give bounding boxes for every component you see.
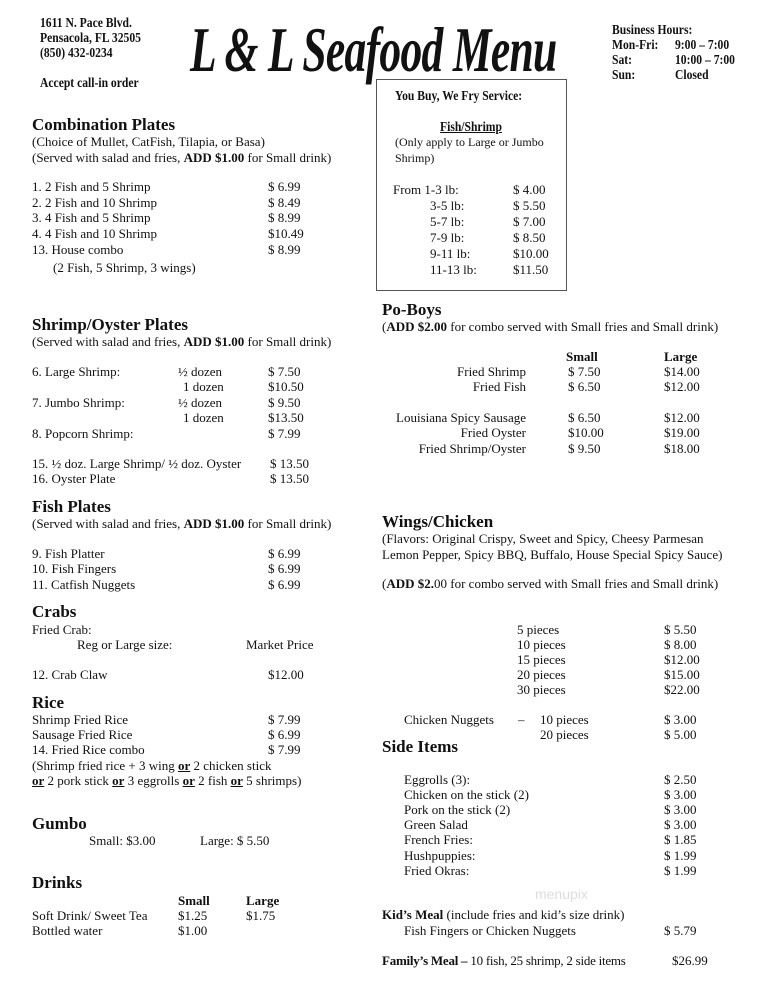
- note-text: 00 for combo served with Small fries and Small drink): [434, 576, 719, 591]
- combo-price: $ 6.99: [268, 179, 301, 194]
- fry-weight: 5-7 lb:: [430, 214, 465, 229]
- drink-large-price: $1.75: [246, 908, 276, 923]
- wing-pieces: 10 pieces: [517, 637, 566, 652]
- poboy-item: Fried Shrimp: [457, 364, 526, 379]
- combo-item: 4. 4 Fish and 10 Shrimp: [32, 226, 157, 241]
- rice-price: $ 6.99: [268, 727, 301, 742]
- section-title-wings: Wings/Chicken: [382, 512, 494, 531]
- section-title-drinks: Drinks: [32, 873, 83, 892]
- side-price: $ 1.99: [664, 863, 697, 878]
- poboy-small-price: $ 7.50: [568, 364, 601, 379]
- call-in-note: Accept call-in order: [40, 75, 139, 90]
- section-title-poboys: Po-Boys: [382, 300, 442, 319]
- fry-price: $ 7.00: [513, 214, 546, 229]
- wing-pieces: 15 pieces: [517, 652, 566, 667]
- section-title-shrimp: Shrimp/Oyster Plates: [32, 315, 188, 334]
- side-price: $ 3.00: [664, 817, 697, 832]
- note-text: for Small drink): [244, 516, 332, 531]
- wing-price: $15.00: [664, 667, 700, 682]
- phone: (850) 432-0234: [40, 45, 113, 60]
- side-price: $ 3.00: [664, 787, 697, 802]
- drinks-col-small: Small: [178, 893, 210, 908]
- hours-time: 10:00 – 7:00: [675, 52, 735, 67]
- rice-price: $ 7.99: [268, 712, 301, 727]
- fish-price: $ 6.99: [268, 561, 301, 576]
- side-item: Green Salad: [404, 817, 468, 832]
- note-text: (Served with salad and fries,: [32, 516, 184, 531]
- fry-weight: 9-11 lb:: [430, 246, 471, 261]
- wing-pieces: 5 pieces: [517, 622, 560, 637]
- side-price: $ 1.85: [664, 832, 697, 847]
- note-text: 3 eggrolls: [124, 773, 183, 788]
- note-or: or: [32, 773, 45, 788]
- poboy-item: Fried Shrimp/Oyster: [418, 441, 526, 456]
- drink-name: Bottled water: [32, 923, 103, 938]
- note-bold: ADD $1.00: [183, 334, 245, 349]
- fry-weight: From 1-3 lb:: [393, 182, 459, 197]
- wing-price: $22.00: [664, 682, 700, 697]
- address-line: 1611 N. Pace Blvd.: [40, 15, 132, 30]
- fry-service-subtitle: Fish/Shrimp: [440, 119, 502, 134]
- gumbo-large: Large: $ 5.50: [200, 833, 270, 848]
- rice-item: Sausage Fried Rice: [32, 727, 133, 742]
- hours-day: Sat:: [612, 52, 632, 67]
- kids-meal-title: Kid’s Meal: [382, 907, 444, 922]
- dash: –: [518, 712, 525, 727]
- fried-crab: Fried Crab:: [32, 622, 92, 637]
- fish-item: 10. Fish Fingers: [32, 561, 117, 576]
- wing-pieces: 20 pieces: [517, 667, 566, 682]
- crab-claw: 12. Crab Claw: [32, 667, 108, 682]
- shrimp-qty: 1 dozen: [183, 379, 224, 394]
- rice-combo-note: [32, 773, 301, 788]
- nugget-price: $ 3.00: [664, 712, 697, 727]
- wing-price: $ 8.00: [664, 637, 697, 652]
- gumbo-small: Small: $3.00: [89, 833, 156, 848]
- shrimp-price: $13.50: [268, 410, 304, 425]
- note-text: 5 shrimps): [242, 773, 302, 788]
- fry-price: $11.50: [513, 262, 549, 277]
- hours-day: Mon-Fri:: [612, 37, 659, 52]
- family-meal-title: Family’s Meal –: [382, 953, 468, 968]
- note-text: 2 fish: [194, 773, 231, 788]
- section-title-sides: Side Items: [382, 737, 459, 756]
- kids-meal-item: Fish Fingers or Chicken Nuggets: [404, 923, 576, 938]
- poboy-item: Louisiana Spicy Sausage: [396, 410, 526, 425]
- drink-name: Soft Drink/ Sweet Tea: [32, 908, 148, 923]
- wing-price: $12.00: [664, 652, 700, 667]
- note-or: or: [177, 758, 191, 773]
- combo-note: [32, 150, 331, 165]
- fish-note: [32, 516, 331, 531]
- fry-price: $ 8.50: [513, 230, 546, 245]
- note-or: or: [112, 773, 125, 788]
- wing-pieces: 30 pieces: [517, 682, 566, 697]
- fish-price: $ 6.99: [268, 577, 301, 592]
- note-text: (Shrimp fried rice + 3 wing: [32, 758, 178, 773]
- menu-title: L & L Seafood Menu: [190, 14, 557, 85]
- poboys-col-large: Large: [664, 349, 698, 364]
- combo-note: (Choice of Mullet, CatFish, Tilapia, or Basa): [32, 134, 265, 149]
- note-or: or: [230, 773, 243, 788]
- poboy-small-price: $ 6.50: [568, 410, 601, 425]
- side-item: Fried Okras:: [404, 863, 470, 878]
- section-title-gumbo: Gumbo: [32, 814, 87, 833]
- wings-flavors: (Flavors: Original Crispy, Sweet and Spicy, Cheesy Parmesan: [382, 531, 704, 546]
- note-text: for Small drink): [244, 150, 332, 165]
- rice-item: Shrimp Fried Rice: [32, 712, 129, 727]
- hours-time: 9:00 – 7:00: [675, 37, 730, 52]
- family-meal-note: 10 fish, 25 shrimp, 2 side items: [467, 953, 626, 968]
- drink-small-price: $1.25: [178, 908, 208, 923]
- side-item: Chicken on the stick (2): [404, 787, 529, 802]
- combo-price: $ 8.99: [268, 210, 301, 225]
- fry-price: $10.00: [513, 246, 549, 261]
- poboy-large-price: $19.00: [664, 425, 700, 440]
- fry-weight: 11-13 lb:: [430, 262, 477, 277]
- note-or: or: [182, 773, 195, 788]
- hours-time: Closed: [675, 67, 709, 82]
- shrimp-item: 8. Popcorn Shrimp:: [32, 426, 134, 441]
- poboys-note: [382, 319, 718, 334]
- section-title-combination: Combination Plates: [32, 115, 176, 134]
- wings-flavors: Lemon Pepper, Spicy BBQ, Buffalo, House Special Spicy Sauce): [382, 547, 723, 562]
- kids-meal: [382, 907, 625, 922]
- section-title-crabs: Crabs: [32, 602, 77, 621]
- shrimp-price: $ 13.50: [270, 471, 309, 486]
- rice-item: 14. Fried Rice combo: [32, 742, 145, 757]
- poboy-large-price: $12.00: [664, 410, 700, 425]
- note-text: (: [382, 576, 387, 591]
- note-text: for combo served with Small fries and Small drink): [447, 319, 719, 334]
- section-title-rice: Rice: [32, 693, 65, 712]
- note-text: for Small drink): [244, 334, 332, 349]
- nugget-price: $ 5.00: [664, 727, 697, 742]
- poboy-large-price: $18.00: [664, 441, 700, 456]
- hours-day: Sun:: [612, 67, 636, 82]
- note-bold: ADD $1.00: [183, 516, 245, 531]
- shrimp-price: $ 7.99: [268, 426, 301, 441]
- section-title-fish: Fish Plates: [32, 497, 111, 516]
- fry-price: $ 5.50: [513, 198, 546, 213]
- wing-price: $ 5.50: [664, 622, 697, 637]
- family-meal: [382, 953, 626, 968]
- shrimp-item: 16. Oyster Plate: [32, 471, 116, 486]
- crab-market-price: Market Price: [246, 637, 314, 652]
- fry-service-title: You Buy, We Fry Service:: [395, 88, 523, 103]
- fry-note: (Only apply to Large or Jumbo: [395, 135, 544, 149]
- crab-size: Reg or Large size:: [77, 637, 173, 652]
- shrimp-qty: 1 dozen: [183, 410, 224, 425]
- shrimp-item: 6. Large Shrimp:: [32, 364, 121, 379]
- note-bold: ADD $1.00: [183, 150, 245, 165]
- combo-item: 2. 2 Fish and 10 Shrimp: [32, 195, 157, 210]
- fish-item: 11. Catfish Nuggets: [32, 577, 136, 592]
- note-bold: ADD $2.00: [386, 319, 448, 334]
- side-price: $ 1.99: [664, 848, 697, 863]
- fry-note: Shrimp): [395, 151, 435, 165]
- fish-price: $ 6.99: [268, 546, 301, 561]
- fry-weight: 7-9 lb:: [430, 230, 465, 245]
- shrimp-price: $ 9.50: [268, 395, 301, 410]
- combo-price: $10.49: [268, 226, 304, 241]
- side-item: Pork on the stick (2): [404, 802, 511, 817]
- nugget-pieces: 10 pieces: [540, 712, 589, 727]
- combo-item: 13. House combo: [32, 242, 124, 257]
- watermark: menupix: [535, 886, 588, 902]
- combo-price: $ 8.99: [268, 242, 301, 257]
- poboy-small-price: $10.00: [568, 425, 604, 440]
- note-text: 2 chicken stick: [190, 758, 272, 773]
- nugget-pieces: 20 pieces: [540, 727, 589, 742]
- kids-meal-note: (include fries and kid’s size drink): [443, 907, 625, 922]
- shrimp-price: $10.50: [268, 379, 304, 394]
- combo-item: 1. 2 Fish and 5 Shrimp: [32, 179, 151, 194]
- note-text: (Served with salad and fries,: [32, 334, 184, 349]
- shrimp-note: [32, 334, 331, 349]
- fry-price: $ 4.00: [513, 182, 546, 197]
- shrimp-price: $ 7.50: [268, 364, 301, 379]
- kids-meal-price: $ 5.79: [664, 923, 697, 938]
- note-text: 2 pork stick: [44, 773, 113, 788]
- shrimp-qty: ½ dozen: [178, 364, 223, 379]
- fish-item: 9. Fish Platter: [32, 546, 105, 561]
- side-price: $ 3.00: [664, 802, 697, 817]
- note-text: (: [382, 319, 387, 334]
- shrimp-item: 7. Jumbo Shrimp:: [32, 395, 125, 410]
- shrimp-item: 15. ½ doz. Large Shrimp/ ½ doz. Oyster: [32, 456, 242, 471]
- side-item: French Fries:: [404, 832, 473, 847]
- rice-combo-note: [32, 758, 271, 773]
- fry-weight: 3-5 lb:: [430, 198, 465, 213]
- drink-small-price: $1.00: [178, 923, 208, 938]
- combo-price: $ 8.49: [268, 195, 301, 210]
- crab-claw-price: $12.00: [268, 667, 304, 682]
- rice-price: $ 7.99: [268, 742, 301, 757]
- chicken-nuggets-label: Chicken Nuggets: [404, 712, 494, 727]
- house-combo-note: (2 Fish, 5 Shrimp, 3 wings): [53, 260, 196, 275]
- wings-note: [382, 576, 718, 591]
- poboy-small-price: $ 9.50: [568, 441, 601, 456]
- hours-title: Business Hours:: [612, 22, 693, 37]
- note-bold: ADD $2.: [386, 576, 435, 591]
- poboy-item: Fried Oyster: [460, 425, 526, 440]
- drinks-col-large: Large: [246, 893, 280, 908]
- poboy-item: Fried Fish: [472, 379, 526, 394]
- address-line: Pensacola, FL 32505: [40, 30, 141, 45]
- side-price: $ 2.50: [664, 772, 697, 787]
- family-meal-price: $26.99: [672, 953, 708, 968]
- poboy-large-price: $12.00: [664, 379, 700, 394]
- side-item: Eggrolls (3):: [404, 772, 471, 787]
- poboy-large-price: $14.00: [664, 364, 700, 379]
- side-item: Hushpuppies:: [404, 848, 476, 863]
- shrimp-price: $ 13.50: [270, 456, 309, 471]
- combo-item: 3. 4 Fish and 5 Shrimp: [32, 210, 151, 225]
- note-text: (Served with salad and fries,: [32, 150, 184, 165]
- poboys-col-small: Small: [566, 349, 598, 364]
- shrimp-qty: ½ dozen: [178, 395, 223, 410]
- poboy-small-price: $ 6.50: [568, 379, 601, 394]
